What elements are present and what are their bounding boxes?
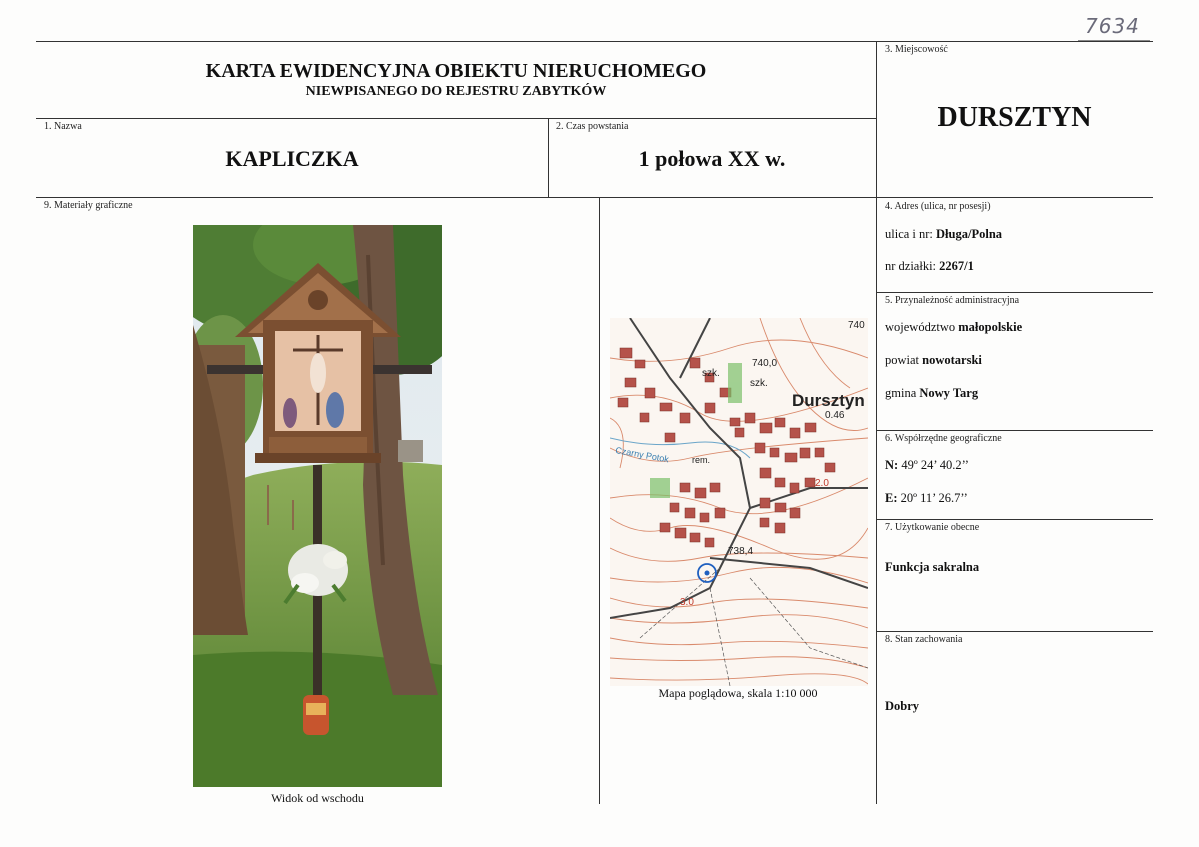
- field-value-nazwa: KAPLICZKA: [225, 146, 359, 171]
- card-subtitle: NIEWPISANEGO DO REJESTRU ZABYTKÓW: [305, 84, 607, 99]
- admin-voivodeship: województwo małopolskie: [885, 320, 1023, 334]
- map-label-stream: Czarny Potok: [614, 445, 670, 465]
- field-label-czas: 2. Czas powstania: [556, 121, 629, 132]
- field-label-uzytkowanie: 7. Użytkowanie obecne: [885, 522, 980, 533]
- map-label-contour2: 3.0: [680, 597, 694, 608]
- map-label-town: Dursztyn: [792, 391, 865, 410]
- field-value-stan: Dobry: [885, 699, 920, 713]
- handwritten-inventory-number: 7634: [1085, 14, 1140, 38]
- address-street: ulica i nr: Długa/Polna: [885, 227, 1003, 241]
- map-label-szk2: szk.: [750, 378, 768, 389]
- field-label-wspolrzedne: 6. Współrzędne geograficzne: [885, 433, 1002, 444]
- field-label-stan: 8. Stan zachowania: [885, 634, 963, 645]
- map-label-elev2: 738,4: [728, 546, 754, 557]
- top-border: [36, 41, 1153, 42]
- field-value-uzytkowanie: Funkcja sakralna: [885, 560, 980, 574]
- map-label-contour1: 2.0: [815, 478, 829, 489]
- map-label-elev1: 740,0: [752, 358, 778, 369]
- field-value-miejscowosc: DURSZTYN: [937, 102, 1092, 133]
- field-label-adres: 4. Adres (ulica, nr posesji): [885, 201, 991, 212]
- map-label-rem: rem.: [692, 455, 710, 465]
- field-label-materialy: 9. Materiały graficzne: [44, 200, 133, 211]
- map-label-town-num: 0.46: [825, 410, 845, 421]
- admin-county: powiat nowotarski: [885, 353, 982, 367]
- field-label-nazwa: 1. Nazwa: [44, 121, 82, 132]
- overview-map: [610, 318, 868, 686]
- card-title: KARTA EWIDENCYJNA OBIEKTU NIERUCHOMEGO: [205, 60, 707, 82]
- map-label-szk1: szk.: [702, 368, 720, 379]
- map-label-edge: 740: [848, 320, 865, 331]
- field-label-miejscowosc: 3. Miejscowość: [885, 44, 948, 55]
- coord-north: N: 49º 24’ 40.2’’: [885, 458, 969, 472]
- address-plot: nr działki: 2267/1: [885, 259, 974, 273]
- coord-east: E: 20º 11’ 26.7’’: [885, 491, 968, 505]
- chapel-photo: [193, 225, 442, 787]
- field-label-administracja: 5. Przynależność administracyjna: [885, 295, 1020, 306]
- photo-caption: Widok od wschodu: [271, 791, 364, 805]
- map-caption: Mapa poglądowa, skala 1:10 000: [658, 686, 818, 700]
- admin-commune: gmina Nowy Targ: [885, 386, 979, 400]
- field-value-czas: 1 połowa XX w.: [638, 146, 786, 171]
